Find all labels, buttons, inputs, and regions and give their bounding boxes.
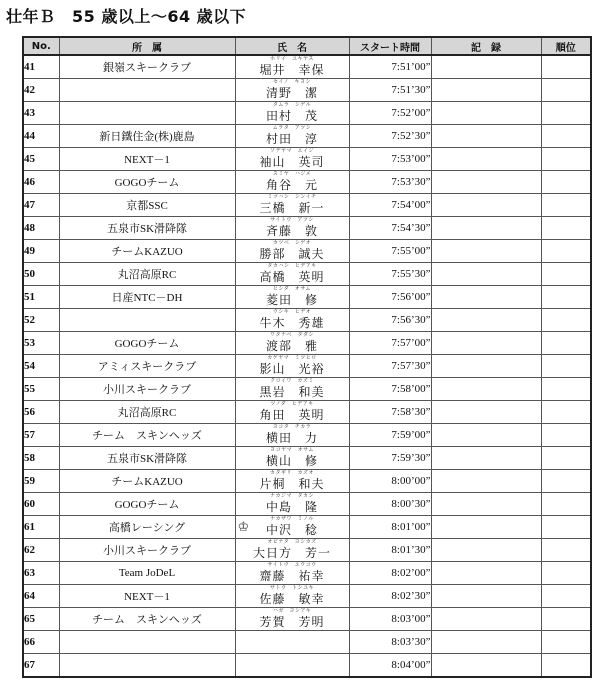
start-time-cell: 7:55’30”	[349, 263, 431, 286]
name-cell	[235, 447, 349, 470]
name-cell	[235, 401, 349, 424]
name-cell	[235, 240, 349, 263]
rank-cell	[541, 286, 591, 309]
team-cell: 五泉市SK滑降隊	[59, 217, 235, 240]
bib-number: 48	[23, 217, 59, 240]
name-furigana: サイトウ アツシ	[270, 217, 314, 223]
rank-cell	[541, 217, 591, 240]
rank-cell	[541, 102, 591, 125]
name-furigana: オビナタ ヨシカズ	[267, 539, 317, 545]
team-cell: GOGOチーム	[59, 171, 235, 194]
record-cell	[431, 332, 541, 355]
table-row	[23, 332, 591, 355]
name-furigana: ヒシダ オサム	[272, 286, 312, 292]
start-time-cell: 8:02’00”	[349, 562, 431, 585]
name-cell	[235, 654, 349, 678]
team-cell: 日産NTC－DH	[59, 286, 235, 309]
bib-number: 58	[23, 447, 59, 470]
name-furigana: クロイワ カズミ	[270, 378, 314, 384]
racer-name: 大日方 芳一	[252, 546, 331, 560]
rank-cell	[541, 539, 591, 562]
racer-name: 三橋 新一	[259, 201, 325, 215]
bib-number: 49	[23, 240, 59, 263]
table-header-row	[23, 37, 591, 55]
name-cell	[235, 562, 349, 585]
racer-name: 田村 茂	[265, 109, 318, 123]
rank-cell	[541, 171, 591, 194]
name-cell	[235, 516, 349, 539]
racer-name: 角谷 元	[265, 178, 318, 192]
name-cell	[235, 217, 349, 240]
start-time-cell: 8:03’00”	[349, 608, 431, 631]
record-cell	[431, 493, 541, 516]
name-furigana: ヨコタ チカラ	[272, 424, 312, 430]
record-cell	[431, 470, 541, 493]
header-no: No.	[23, 37, 59, 55]
racer-name: 渡部 雅	[265, 339, 318, 353]
bib-number: 62	[23, 539, 59, 562]
name-furigana: ホリイ ユキヤス	[270, 56, 314, 62]
record-cell	[431, 194, 541, 217]
team-cell: 丸沼高原RC	[59, 263, 235, 286]
racer-name: 袖山 英司	[259, 155, 325, 169]
rank-cell	[541, 148, 591, 171]
name-cell	[235, 332, 349, 355]
rank-cell	[541, 654, 591, 678]
name-cell	[235, 263, 349, 286]
start-time-cell: 8:03’30”	[349, 631, 431, 654]
racer-name: 斉藤 敦	[265, 224, 318, 238]
name-cell	[235, 631, 349, 654]
name-cell	[235, 194, 349, 217]
rank-cell	[541, 378, 591, 401]
racer-name: 横山 修	[265, 454, 318, 468]
table-row	[23, 631, 591, 654]
racer-name: 中島 隆	[265, 500, 318, 514]
page-title: 壮年Ｂ 55 歳以上～64 歳以下	[6, 7, 247, 26]
record-cell	[431, 355, 541, 378]
racer-name: 横田 力	[265, 431, 318, 445]
team-cell: 京都SSC	[59, 194, 235, 217]
bib-number: 64	[23, 585, 59, 608]
record-cell	[431, 79, 541, 102]
name-cell	[235, 286, 349, 309]
bib-number: 56	[23, 401, 59, 424]
bib-number: 60	[23, 493, 59, 516]
table-row	[23, 55, 591, 79]
header-rank: 順位	[541, 37, 591, 55]
name-cell	[235, 55, 349, 79]
table-row	[23, 608, 591, 631]
name-cell	[235, 79, 349, 102]
bib-number: 50	[23, 263, 59, 286]
name-furigana: タカハシ ヒデアキ	[267, 263, 317, 269]
table-row	[23, 194, 591, 217]
name-cell	[235, 539, 349, 562]
record-cell	[431, 102, 541, 125]
name-cell	[235, 171, 349, 194]
record-cell	[431, 401, 541, 424]
bib-number: 54	[23, 355, 59, 378]
rank-cell	[541, 562, 591, 585]
team-cell: アミィスキークラブ	[59, 355, 235, 378]
table-row	[23, 539, 591, 562]
racer-name: 村田 淳	[265, 132, 318, 146]
team-cell: 小川スキークラブ	[59, 539, 235, 562]
racer-name: 芳賀 芳明	[259, 615, 325, 629]
racer-name: 中沢 稔	[265, 523, 318, 537]
name-cell	[235, 493, 349, 516]
rank-cell	[541, 585, 591, 608]
table-row	[23, 355, 591, 378]
table-row	[23, 217, 591, 240]
rank-cell	[541, 263, 591, 286]
start-time-cell: 7:54’00”	[349, 194, 431, 217]
name-furigana: カタギリ カズオ	[269, 470, 314, 476]
record-cell	[431, 654, 541, 678]
rank-cell	[541, 79, 591, 102]
team-cell: NEXT－1	[59, 148, 235, 171]
name-furigana: ヨコヤマ オサム	[270, 447, 314, 453]
start-time-cell: 8:00’00”	[349, 470, 431, 493]
rank-cell	[541, 355, 591, 378]
header-name: 氏 名	[235, 37, 349, 55]
team-cell: NEXT－1	[59, 585, 235, 608]
table-row	[23, 516, 591, 539]
bib-number: 66	[23, 631, 59, 654]
racer-name: 堀井 幸保	[259, 63, 325, 77]
racer-name: 清野 潔	[265, 86, 318, 100]
racer-name: 佐藤 敏幸	[259, 592, 325, 606]
start-time-cell: 7:54’30”	[349, 217, 431, 240]
bib-number: 65	[23, 608, 59, 631]
rank-cell	[541, 447, 591, 470]
team-cell: チーム スキンヘッズ	[59, 424, 235, 447]
racer-name: 菱田 修	[265, 293, 318, 307]
rank-cell	[541, 470, 591, 493]
rank-cell	[541, 194, 591, 217]
team-cell: チーム スキンヘッズ	[59, 608, 235, 631]
table-row	[23, 263, 591, 286]
name-cell	[235, 355, 349, 378]
start-time-cell: 7:59’00”	[349, 424, 431, 447]
table-row	[23, 424, 591, 447]
table-row	[23, 125, 591, 148]
table-row	[23, 309, 591, 332]
team-cell: Team JoDeL	[59, 562, 235, 585]
team-cell	[59, 654, 235, 678]
racer-name: 片桐 和夫	[259, 477, 325, 491]
table-row	[23, 79, 591, 102]
bib-number: 47	[23, 194, 59, 217]
bib-number: 41	[23, 55, 59, 79]
start-time-cell: 7:57’00”	[349, 332, 431, 355]
name-furigana: タムラ シゲル	[272, 102, 312, 108]
rank-cell	[541, 424, 591, 447]
racer-name: 高橋 英明	[259, 270, 325, 284]
start-time-cell: 8:04’00”	[349, 654, 431, 678]
table-row	[23, 654, 591, 678]
team-cell: 五泉市SK滑降隊	[59, 447, 235, 470]
rank-cell	[541, 631, 591, 654]
team-cell: 新日鐵住金(株)鹿島	[59, 125, 235, 148]
start-time-cell: 7:57’30”	[349, 355, 431, 378]
start-time-cell: 7:51’00”	[349, 55, 431, 79]
record-cell	[431, 631, 541, 654]
team-cell: GOGOチーム	[59, 493, 235, 516]
team-cell	[59, 631, 235, 654]
team-cell	[59, 309, 235, 332]
start-time-cell: 7:56’00”	[349, 286, 431, 309]
record-cell	[431, 516, 541, 539]
name-furigana: ツノダ ヒデアキ	[270, 401, 314, 407]
rank-cell	[541, 125, 591, 148]
rank-cell	[541, 401, 591, 424]
table-row	[23, 102, 591, 125]
team-cell	[59, 79, 235, 102]
rank-cell	[541, 309, 591, 332]
table-row	[23, 378, 591, 401]
start-time-cell: 7:59’30”	[349, 447, 431, 470]
racer-name: 影山 光裕	[259, 362, 325, 376]
table-row	[23, 171, 591, 194]
start-time-cell: 7:53’30”	[349, 171, 431, 194]
bib-number: 43	[23, 102, 59, 125]
table-row	[23, 447, 591, 470]
team-cell: チームKAZUO	[59, 240, 235, 263]
bib-number: 44	[23, 125, 59, 148]
record-cell	[431, 309, 541, 332]
team-cell: 丸沼高原RC	[59, 401, 235, 424]
rank-cell	[541, 516, 591, 539]
racer-name: 齋藤 祐幸	[259, 569, 325, 583]
table-row	[23, 401, 591, 424]
bib-number: 57	[23, 424, 59, 447]
team-cell: チームKAZUO	[59, 470, 235, 493]
bib-number: 55	[23, 378, 59, 401]
name-furigana: サトウ トシユキ	[269, 585, 314, 591]
rank-cell	[541, 608, 591, 631]
name-furigana: ムラタ アツシ	[272, 125, 312, 131]
table-row	[23, 470, 591, 493]
name-cell	[235, 378, 349, 401]
bib-number: 67	[23, 654, 59, 678]
team-cell: 銀嶺スキークラブ	[59, 55, 235, 79]
table-row	[23, 286, 591, 309]
racer-name: 角田 英明	[259, 408, 325, 422]
name-cell	[235, 585, 349, 608]
name-cell	[235, 125, 349, 148]
bib-number: 59	[23, 470, 59, 493]
rank-cell	[541, 493, 591, 516]
table-row	[23, 493, 591, 516]
table-row	[23, 585, 591, 608]
record-cell	[431, 171, 541, 194]
rank-cell	[541, 240, 591, 263]
start-time-cell: 8:02’30”	[349, 585, 431, 608]
start-time-cell: 7:55’00”	[349, 240, 431, 263]
name-furigana: ソデヤマ エイジ	[269, 148, 314, 154]
name-furigana: セイノ キヨシ	[272, 79, 312, 85]
table-row	[23, 240, 591, 263]
record-cell	[431, 539, 541, 562]
team-cell: GOGOチーム	[59, 332, 235, 355]
record-cell	[431, 424, 541, 447]
bib-number: 45	[23, 148, 59, 171]
racer-name: 黒岩 和美	[259, 385, 325, 399]
bib-number: 53	[23, 332, 59, 355]
record-cell	[431, 286, 541, 309]
record-cell	[431, 125, 541, 148]
record-cell	[431, 217, 541, 240]
start-time-cell: 7:58’00”	[349, 378, 431, 401]
name-furigana: ハガ ヨシアキ	[272, 608, 312, 614]
racer-name: 牛木 秀雄	[259, 316, 325, 330]
record-cell	[431, 378, 541, 401]
team-cell	[59, 102, 235, 125]
table-row	[23, 148, 591, 171]
record-cell	[431, 585, 541, 608]
name-cell	[235, 309, 349, 332]
name-cell	[235, 470, 349, 493]
name-cell	[235, 148, 349, 171]
name-cell	[235, 608, 349, 631]
start-time-cell: 8:01’30”	[349, 539, 431, 562]
bib-number: 42	[23, 79, 59, 102]
name-cell	[235, 102, 349, 125]
header-record: 記 録	[431, 37, 541, 55]
start-time-cell: 7:56’30”	[349, 309, 431, 332]
name-furigana: ワタナベ タダシ	[270, 332, 314, 338]
rank-cell	[541, 332, 591, 355]
bib-number: 52	[23, 309, 59, 332]
bib-number: 51	[23, 286, 59, 309]
start-time-cell: 7:52’30”	[349, 125, 431, 148]
bib-number: 46	[23, 171, 59, 194]
record-cell	[431, 240, 541, 263]
start-time-cell: 8:01’00”	[349, 516, 431, 539]
bib-number: 63	[23, 562, 59, 585]
bib-number: 61	[23, 516, 59, 539]
table-row	[23, 562, 591, 585]
start-time-cell: 7:52’00”	[349, 102, 431, 125]
start-time-cell: 7:51’30”	[349, 79, 431, 102]
rank-cell	[541, 55, 591, 79]
name-furigana: スミヤ ハジメ	[272, 171, 312, 177]
header-team: 所 属	[59, 37, 235, 55]
record-cell	[431, 148, 541, 171]
name-furigana: サイトウ ユウコウ	[267, 562, 317, 568]
team-cell: 高橋レーシング	[59, 516, 235, 539]
name-cell	[235, 424, 349, 447]
record-cell	[431, 608, 541, 631]
record-cell	[431, 263, 541, 286]
start-list-table	[22, 36, 592, 678]
name-furigana: ナカザワ ミノル	[270, 516, 314, 522]
record-cell	[431, 447, 541, 470]
team-cell: 小川スキークラブ	[59, 378, 235, 401]
name-furigana: カツベ シゲオ	[272, 240, 312, 246]
name-furigana: ウシキ ヒデオ	[272, 309, 312, 315]
start-time-cell: 8:00’30”	[349, 493, 431, 516]
name-furigana: カゲヤマ ミツヒロ	[267, 355, 317, 361]
record-cell	[431, 562, 541, 585]
header-start-time: スタート時間	[349, 37, 431, 55]
record-cell	[431, 55, 541, 79]
start-time-cell: 7:53’00”	[349, 148, 431, 171]
start-time-cell: 7:58’30”	[349, 401, 431, 424]
name-furigana: ナカジマ タカシ	[270, 493, 314, 499]
name-furigana: ミツハシ シンイチ	[267, 194, 317, 200]
crown-icon: ♔	[237, 519, 250, 534]
racer-name: 勝部 誠夫	[259, 247, 325, 261]
